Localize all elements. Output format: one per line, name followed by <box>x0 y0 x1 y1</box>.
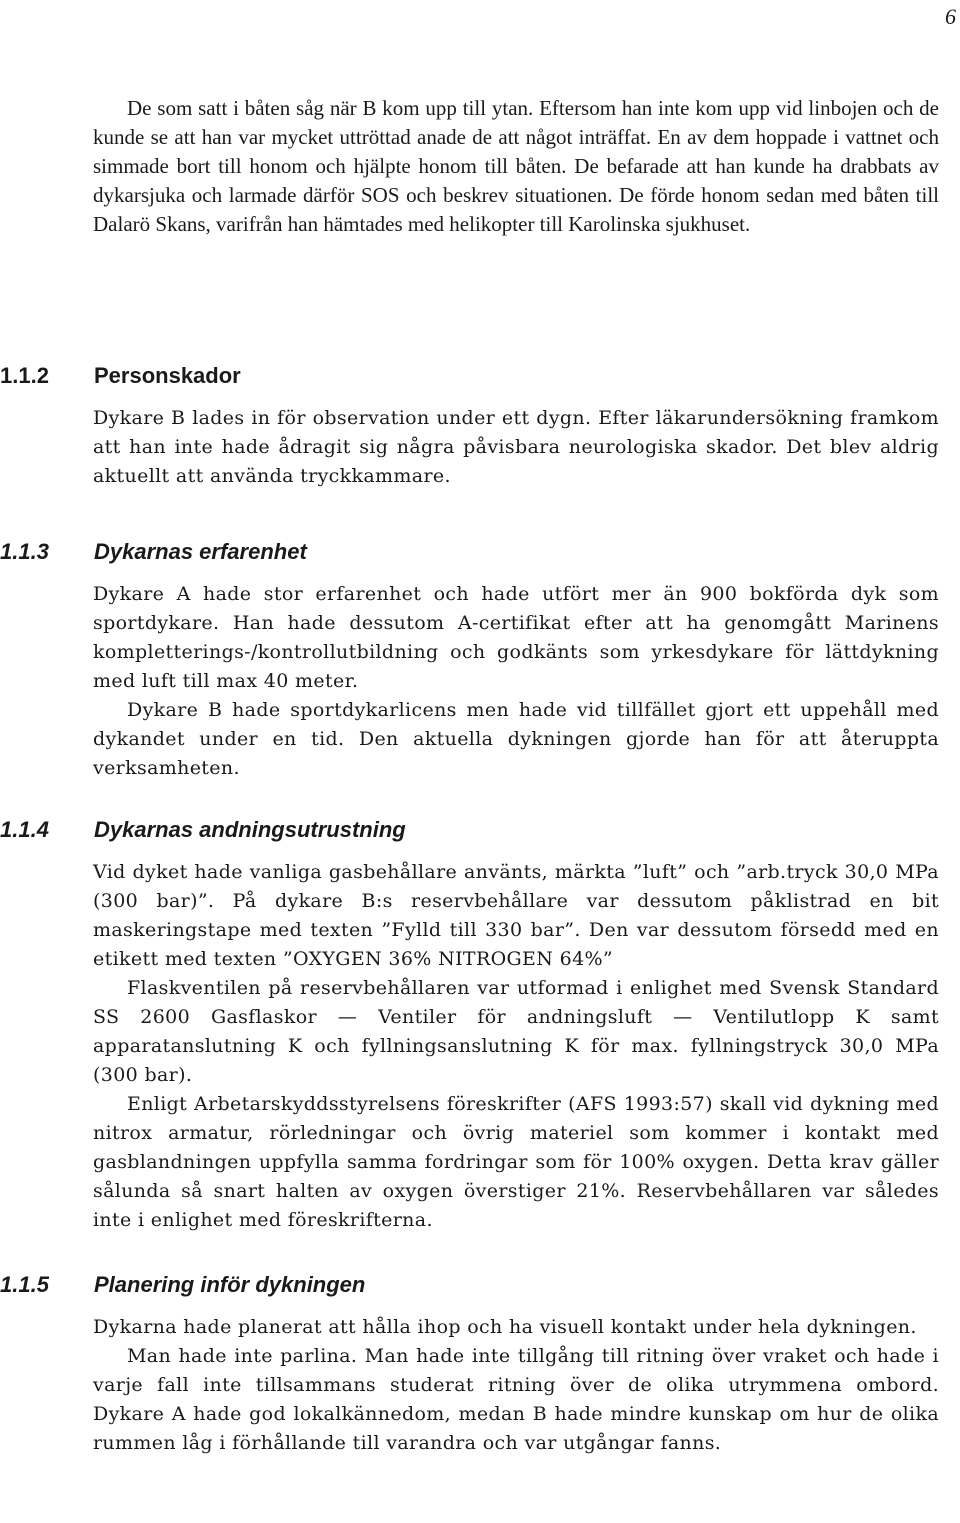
section-title: Personskador <box>94 363 241 388</box>
paragraph: Dykare B lades in för observation under ett dygn. Efter läkarundersökning framkom att han inte hade ådragit sig några påvisbara neurologiska skador. Det blev aldrig aktuellt att använda tryckkammare. <box>93 407 939 487</box>
paragraph: Man hade inte parlina. Man hade inte tillgång till ritning över vraket och hade i varje fall inte tillsammans studerat ritning över de olika utrymmena ombord. Dykare A hade god lokalkännedom, medan B hade mindre kunskap om hur de olika rummen låg i förhållande till varandra och var utgångar fanns. <box>93 1345 939 1454</box>
section-heading <box>0 815 960 845</box>
page-number: 6 <box>945 4 956 29</box>
paragraph: Dykare A hade stor erfarenhet och hade utfört mer än 900 bokförda dyk som sportdykare. Han hade dessutom A-certifikat efter att ha genomgått Marinens kompletterings-/kontrollutbildning och godkänts som yrkesdykare för lättdykning med luft till max 40 meter. <box>93 583 939 692</box>
paragraph: Dykare B hade sportdykarlicens men hade vid tillfället gjort ett uppehåll med dykandet under en tid. Den aktuella dykningen gjorde han för att återuppta verksamheten. <box>93 699 939 779</box>
paragraph: Dykarna hade planerat att hålla ihop och ha visuell kontakt under hela dykningen. <box>93 1316 917 1338</box>
section-body <box>93 858 939 1235</box>
section-andningsutrustning <box>0 815 960 1235</box>
section-body <box>93 404 939 491</box>
section-heading <box>0 537 960 567</box>
section-body <box>93 580 939 783</box>
paragraph: Flaskventilen på reservbehållaren var utformad i enlighet med Svensk Standard SS 2600 Gasflaskor — Ventiler för andningsluft — Ventilutlopp K samt apparatanslutning K och fyllningsanslutning K för max. fyllningstryck 30,0 MPa (300 bar). <box>93 977 939 1086</box>
intro-paragraph: De som satt i båten såg när B kom upp till ytan. Eftersom han inte kom upp vid linbojen och de kunde se att han var mycket uttröttad anade de att något inträffat. En av dem hoppade i vattnet och simmade bort till honom och hjälpte honom till båten. De befarade att han kunde ha drabbats av dykarsjuka och larmade därför SOS och beskrev situationen. De förde honom sedan med båten till Dalarö Skans, varifrån han hämtades med helikopter till Karolinska sjukhuset. <box>93 96 939 236</box>
section-title: Planering inför dykningen <box>94 1272 366 1297</box>
section-number: 1.1.4 <box>0 817 49 842</box>
section-heading <box>0 1270 960 1300</box>
section-number: 1.1.2 <box>0 363 49 388</box>
section-title: Dykarnas erfarenhet <box>94 539 307 564</box>
section-dykarnas-erfarenhet <box>0 537 960 783</box>
section-number: 1.1.3 <box>0 539 49 564</box>
section-planering <box>0 1270 960 1458</box>
section-heading <box>0 361 960 391</box>
section-title: Dykarnas andningsutrustning <box>94 817 406 842</box>
section-personskador <box>0 361 960 491</box>
paragraph: Vid dyket hade vanliga gasbehållare använts, märkta ”luft” och ”arb.tryck 30,0 MPa (300 bar)”. På dykare B:s reservbehållare var dessutom påklistrad en bit maskeringstape med texten ”Fylld till 330 bar”. Den var dessutom försedd med en etikett med texten ”OXYGEN 36% NITROGEN 64%” <box>93 861 939 970</box>
section-number: 1.1.5 <box>0 1272 49 1297</box>
paragraph: Enligt Arbetarskyddsstyrelsens föreskrifter (AFS 1993:57) skall vid dykning med nitrox armatur, rörledningar och övrig materiel som kommer i kontakt med gasblandningen uppfylla samma fordringar som för 100% oxygen. Detta krav gäller sålunda så snart halten av oxygen överstiger 21%. Reservbehållaren var således inte i enlighet med föreskrifterna. <box>93 1093 939 1231</box>
section-body <box>93 1313 939 1458</box>
